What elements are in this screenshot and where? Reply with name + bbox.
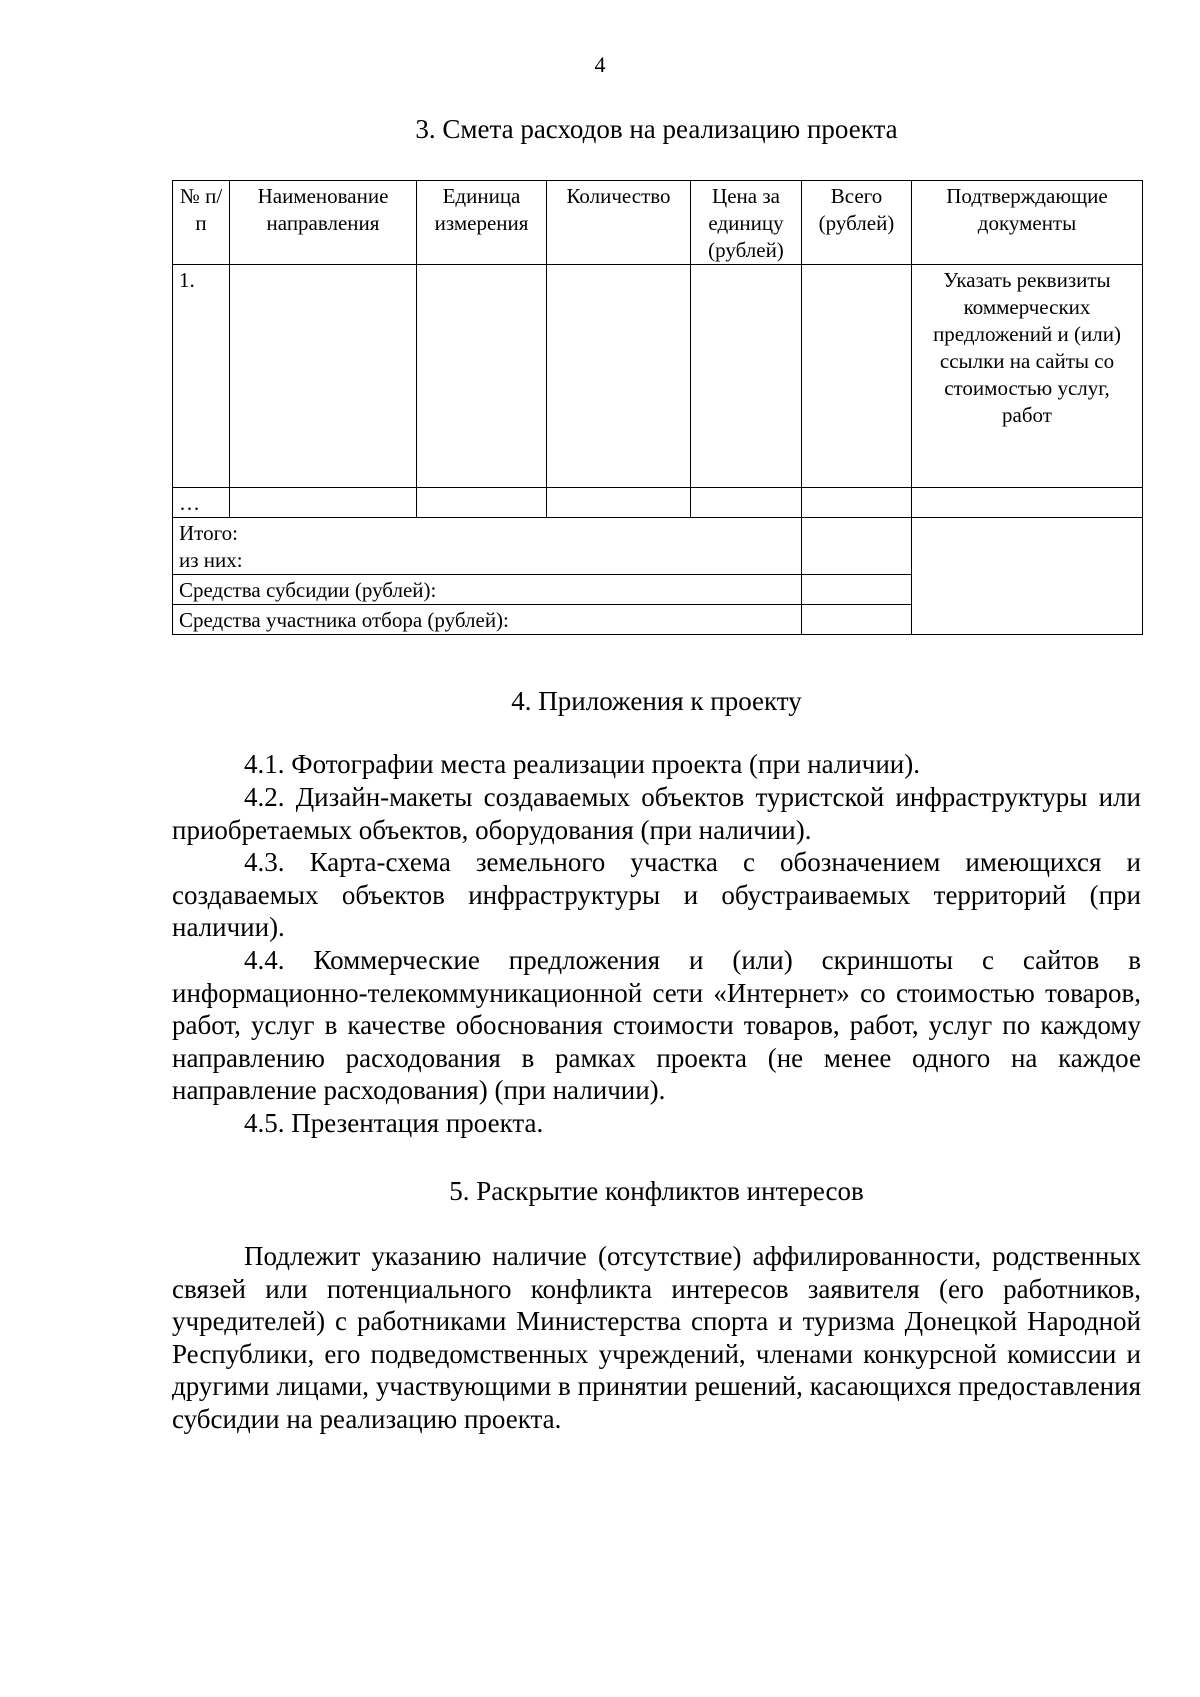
header-documents: Подтверждающие документы <box>912 181 1143 265</box>
cell-unit-price <box>691 265 802 488</box>
header-unit: Единица измерения <box>417 181 547 265</box>
attachment-item-4-2: 4.2. Дизайн-макеты создаваемых объектов туристской инфраструктуры или приобретаемых объектов, оборудования (при наличии). <box>172 782 1141 845</box>
cell-direction <box>230 488 417 518</box>
cell-quantity <box>547 488 691 518</box>
attachment-item-4-3: 4.3. Карта-схема земельного участка с обозначением имеющихся и создаваемых объектов инфраструктуры и обустраиваемых территорий (при наличии). <box>172 847 1141 943</box>
header-unit-price: Цена за единицу (рублей) <box>691 181 802 265</box>
section-4-title: 4. Приложения к проекту <box>511 686 802 716</box>
row-number: 1. <box>173 265 230 488</box>
section-3-title: 3. Смета расходов на реализацию проекта <box>415 114 898 144</box>
row-number: … <box>173 488 230 518</box>
subsidy-value <box>802 575 912 605</box>
header-quantity: Количество <box>547 181 691 265</box>
cell-total <box>802 488 912 518</box>
participant-value <box>802 605 912 635</box>
table-header-row <box>173 181 1143 265</box>
table-row <box>173 265 1143 488</box>
section-5-title: 5. Раскрытие конфликтов интересов <box>449 1176 864 1206</box>
header-direction: Наименование направления <box>230 181 417 265</box>
total-label-cell <box>173 518 802 575</box>
participant-label: Средства участника отбора (рублей): <box>173 605 802 635</box>
total-label: Итого: <box>179 521 238 545</box>
conflict-of-interest-text: Подлежит указанию наличие (отсутствие) аффилированности, родственных связей или потенциального конфликта интересов заявителя (его работников, учредителей) с работниками Министерства спорта и туризма Донецкой Народной Республики, его подведомственных учреждений, членами конкурсной комиссии и другими лицами, участвующими в принятии решений, касающихся предоставления субсидии на реализацию проекта. <box>172 1241 1141 1434</box>
budget-table <box>172 180 1143 635</box>
cell-unit <box>417 265 547 488</box>
of-them-label: из них: <box>179 548 243 572</box>
cell-direction <box>230 265 417 488</box>
total-documents-cell <box>912 518 1143 635</box>
cell-documents-note: Указать реквизиты коммерческих предложений и (или) ссылки на сайты со стоимостью услуг, работ <box>912 265 1143 488</box>
cell-total <box>802 265 912 488</box>
cell-documents <box>912 488 1143 518</box>
header-number: № п/п <box>173 181 230 265</box>
total-row <box>173 518 1143 575</box>
attachment-item-4-5: 4.5. Презентация проекта. <box>244 1108 544 1138</box>
subsidy-label: Средства субсидии (рублей): <box>173 575 802 605</box>
cell-quantity <box>547 265 691 488</box>
table-row <box>173 488 1143 518</box>
page-number: 4 <box>594 52 606 77</box>
attachment-item-4-4: 4.4. Коммерческие предложения и (или) скриншоты с сайтов в информационно-телекоммуникационной сети «Интернет» со стоимостью товаров, работ, услуг в качестве обоснования стоимости товаров, работ, услуг по каждому направлению расходования в рамках проекта (не менее одного на каждое направление расходования) (при наличии). <box>172 945 1141 1106</box>
attachment-item-4-1: 4.1. Фотографии места реализации проекта (при наличии). <box>244 749 921 779</box>
header-total: Всего (рублей) <box>802 181 912 265</box>
total-value <box>802 518 912 575</box>
cell-unit-price <box>691 488 802 518</box>
cell-unit <box>417 488 547 518</box>
